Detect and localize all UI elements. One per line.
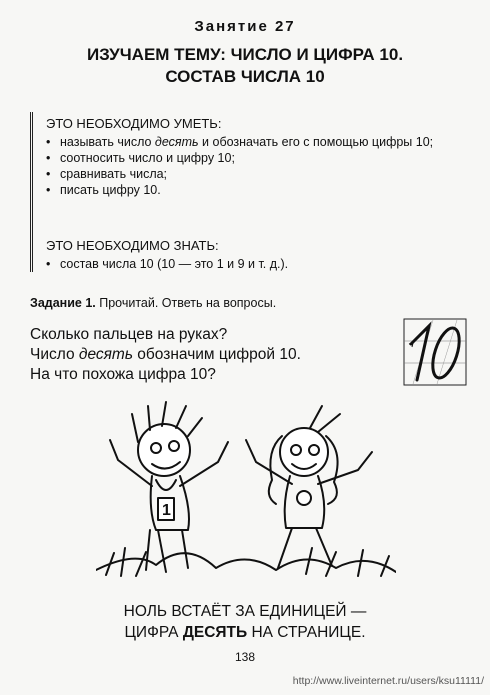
- page-title: [0, 44, 490, 88]
- question-3: На что похожа цифра 10?: [30, 366, 216, 383]
- badge-digit: 1: [162, 502, 171, 519]
- requirements-border: [30, 112, 36, 272]
- kids-illustration: [96, 400, 396, 590]
- knowledge-heading: ЭТО НЕОБХОДИМО ЗНАТЬ:: [46, 238, 219, 253]
- title-line-1: ИЗУЧАЕМ ТЕМУ: ЧИСЛО И ЦИФРА 10.: [86, 45, 404, 64]
- knowledge-list: [46, 256, 466, 272]
- rhyme: [0, 601, 490, 643]
- questions: [30, 325, 301, 385]
- lesson-number: Занятие 27: [194, 18, 296, 35]
- rhyme-line-1: НОЛЬ ВСТАЁТ ЗА ЕДИНИЦЕЙ —: [123, 603, 367, 620]
- skills-list: [46, 134, 466, 198]
- question-2: Число десять обозначим цифрой 10.: [30, 346, 301, 363]
- page-number: 138: [234, 650, 256, 664]
- skill-item: • сравнивать числа;: [46, 166, 466, 182]
- skill-item: • соотносить число и цифру 10;: [46, 150, 466, 166]
- task-instruction: Задание 1. Прочитай. Ответь на вопросы.: [30, 296, 277, 310]
- skills-heading: ЭТО НЕОБХОДИМО УМЕТЬ:: [46, 116, 222, 131]
- watermark-url: http://www.liveinternet.ru/users/ksu11111/: [292, 675, 484, 687]
- digit-sample-text: 10: [403, 318, 405, 319]
- question-1: Сколько пальцев на руках?: [30, 326, 228, 343]
- skill-item: • называть число десять и обозначать его с помощью цифры 10;: [46, 134, 466, 150]
- title-line-2: СОСТАВ ЧИСЛА 10: [165, 67, 325, 86]
- knowledge-item: • состав числа 10 (10 — это 1 и 9 и т. д.).: [46, 256, 466, 272]
- skill-item: • писать цифру 10.: [46, 182, 466, 198]
- rhyme-line-2: ЦИФРА ДЕСЯТЬ НА СТРАНИЦЕ.: [124, 624, 366, 641]
- digit-writing-sample: [403, 318, 467, 386]
